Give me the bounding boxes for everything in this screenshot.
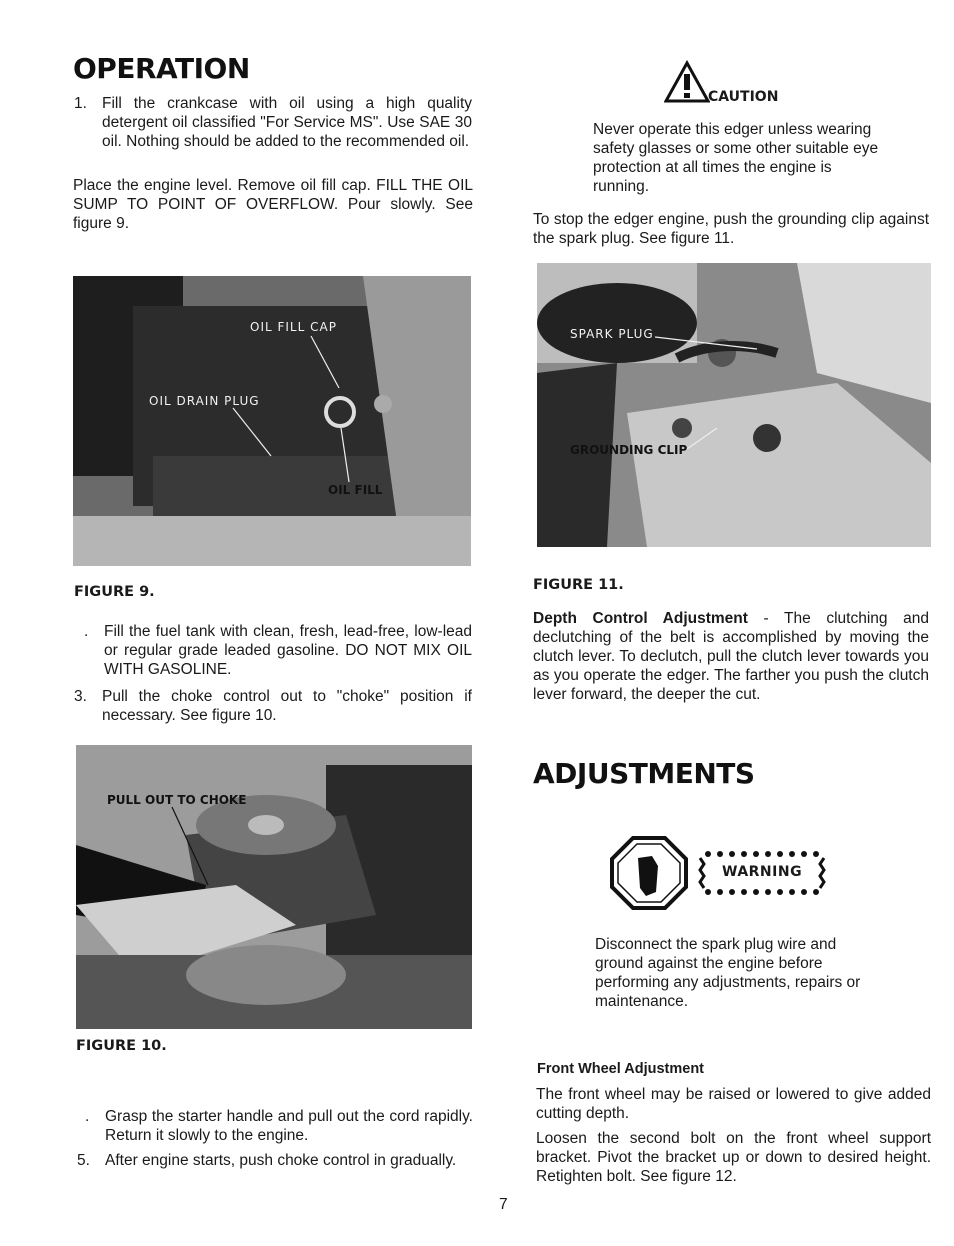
page-number: 7 — [499, 1196, 508, 1213]
figure-11-photo — [537, 263, 931, 547]
list-item-1 — [74, 94, 472, 151]
spark-plug-grounding-illustration — [537, 263, 931, 547]
grounding-clip-caption: GROUNDING CLIP — [570, 443, 688, 457]
oil-fill-cap-caption: OIL FILL CAP — [250, 320, 337, 334]
list-number: . — [84, 623, 89, 640]
list-item-2 — [76, 622, 472, 679]
oil-fill-caption: OIL FILL — [328, 483, 383, 497]
adjustments-heading: ADJUSTMENTS — [533, 757, 755, 790]
stop-engine-text: To stop the edger engine, push the grounding clip against the spark plug. See figure 11. — [533, 211, 929, 247]
list-number: 3. — [74, 688, 87, 705]
oil-instructions-paragraph: Place the engine level. Remove oil fill cap. FILL THE OIL SUMP TO POINT OF OVERFLOW. Pour slowly. See figure 9. — [73, 177, 473, 232]
depth-control-paragraph — [533, 609, 929, 704]
warning-header — [610, 836, 840, 910]
figure-11-label: FIGURE 11. — [533, 577, 624, 593]
list-item-text: Grasp the starter handle and pull out the cord rapidly. Return it slowly to the engine. — [105, 1108, 473, 1144]
list-number: 5. — [77, 1152, 90, 1169]
depth-control-title: Depth Control Adjustment — [533, 610, 748, 627]
choke-control-illustration — [76, 745, 472, 1029]
caution-triangle-icon — [664, 60, 710, 104]
list-item-text: Fill the crankcase with oil using a high quality detergent oil classified "For Service MS". Use SAE 30 oil. Nothing should be added to the recommended oil. — [102, 95, 472, 150]
front-wheel-title: Front Wheel Adjustment — [537, 1061, 705, 1077]
list-number: . — [85, 1108, 90, 1125]
front-wheel-text-2: Loosen the second bolt on the front wheel support bracket. Pivot the bracket up or down to desired height. Retighten bolt. See figure 12. — [536, 1130, 931, 1185]
list-item-text: Pull the choke control out to "choke" position if necessary. See figure 10. — [102, 688, 472, 724]
warning-banner — [694, 850, 830, 896]
caution-title: CAUTION — [708, 89, 779, 105]
list-item-5 — [77, 1151, 473, 1170]
list-item-text: Fill the fuel tank with clean, fresh, lead-free, low-lead or regular grade leaded gasoline. DO NOT MIX OIL WITH GASOLINE. — [104, 623, 472, 678]
list-item-text: After engine starts, push choke control in gradually. — [105, 1152, 457, 1169]
caution-text: Never operate this edger unless wearing safety glasses or some other suitable eye protection at all times the engine is running. — [593, 121, 879, 195]
figure-9-photo — [73, 276, 471, 566]
figure-10-photo — [76, 745, 472, 1029]
figure-9-label: FIGURE 9. — [74, 584, 155, 600]
oil-drain-plug-caption: OIL DRAIN PLUG — [149, 394, 260, 408]
caution-header — [664, 60, 824, 106]
front-wheel-text-1: The front wheel may be raised or lowered to give added cutting depth. — [536, 1086, 931, 1122]
pull-out-to-choke-caption: PULL OUT TO CHOKE — [107, 793, 247, 807]
list-item-4 — [77, 1107, 473, 1145]
figure-10-label: FIGURE 10. — [76, 1038, 167, 1054]
hand-stop-octagon-icon — [610, 836, 688, 910]
warning-title: WARNING — [722, 864, 803, 880]
warning-text: Disconnect the spark plug wire and ground against the engine before performing any adjustments, repairs or maintenance. — [595, 936, 861, 1010]
depth-control-text: - The clutching and declutching of the belt is accomplished by moving the clutch lever. To declutch, pull the clutch lever towards you as you operate the edger. The farther you push the clutch lever forward, the deeper the cut. — [533, 610, 930, 703]
list-number: 1. — [74, 95, 87, 112]
list-item-3 — [74, 687, 472, 725]
operation-heading: OPERATION — [73, 52, 250, 85]
spark-plug-caption: SPARK PLUG — [570, 327, 654, 341]
